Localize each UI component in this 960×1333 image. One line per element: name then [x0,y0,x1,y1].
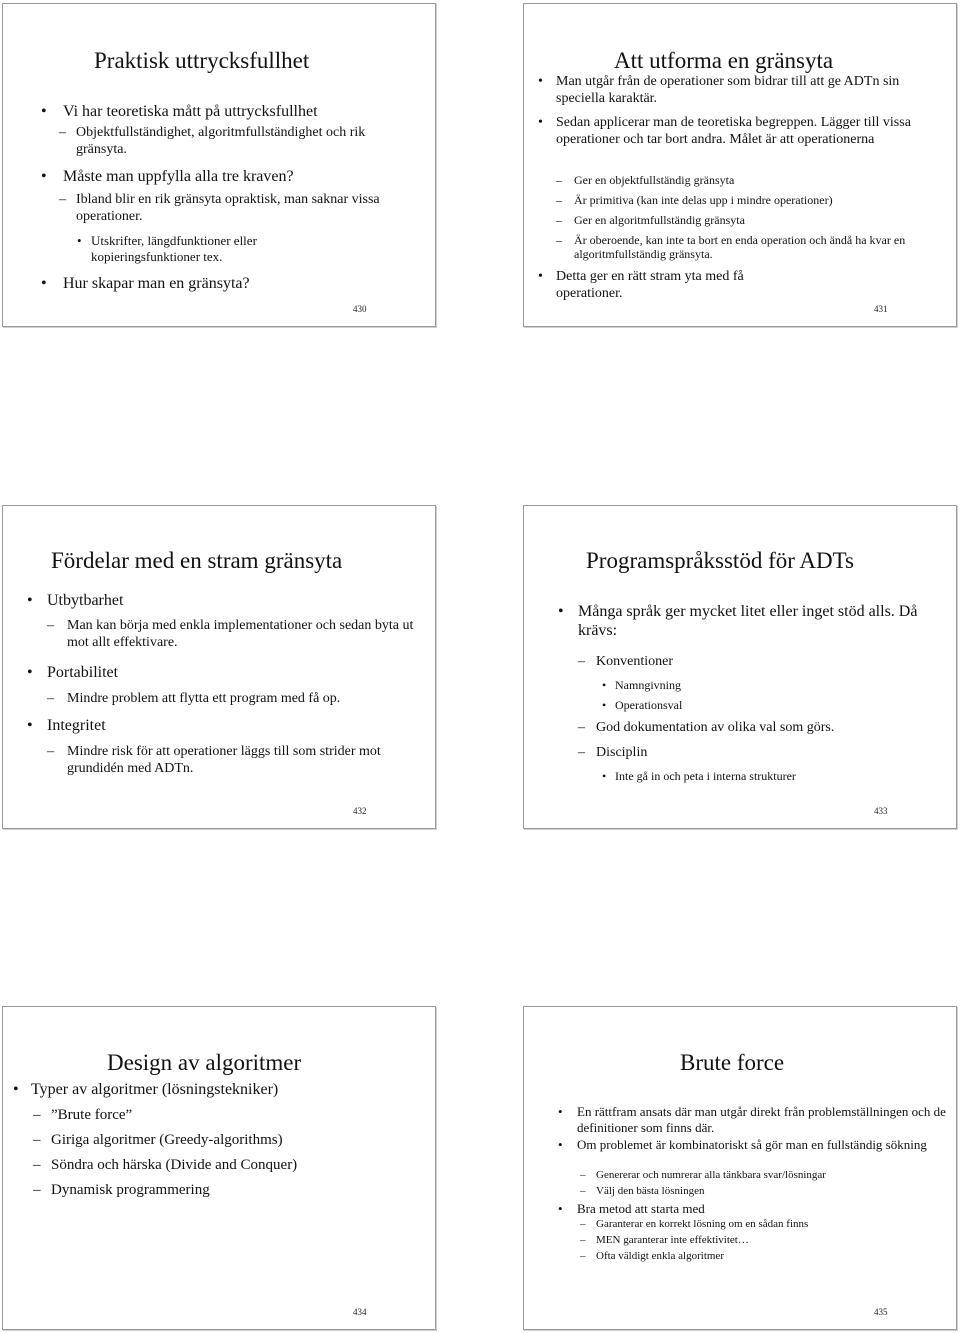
item-text: Integritet [47,717,106,734]
item-text: Giriga algoritmer (Greedy-algorithms) [51,1132,283,1148]
sub-item [556,173,949,187]
item-text: Detta ger en rätt stram yta med få operationer. [556,269,744,301]
item-text: Många språk ger mycket litet eller inget stöd alls. Då krävs: [578,603,918,640]
sub-item [580,1234,946,1247]
sub-item [59,192,381,226]
item-text: Konventioner [596,654,673,669]
slide-title: Design av algoritmer [107,1050,302,1075]
item-text: Om problemet är kombinatoriskt så gör man en fullständig sökning [577,1137,927,1152]
item-text: Genererar och numrerar alla tänkbara svar/lösningar [596,1169,826,1181]
sub-item [580,1185,946,1198]
item-text: Operationsval [615,698,683,712]
slide-434 [2,1006,436,1330]
item-text: Portabilitet [47,664,119,681]
sub-item [556,213,949,227]
item-text: Man kan börja med enkla implementationer och sedan byta ut mot allt effektivare. [67,618,414,650]
slide-number: 432 [353,806,367,816]
slide-title: Programspråksstöd för ADTs [586,548,854,573]
sub-item [556,193,949,207]
item-text: Vi har teoretiska mått på uttrycksfullhet [63,103,318,120]
item-text: MEN garanterar inte effektivitet… [596,1234,749,1246]
slide-number: 433 [874,806,888,816]
item-text: Man utgår från de operationer som bidrar till att ge ADTn sin speciella karaktär. [556,74,900,106]
sub-item [47,618,427,652]
bullet-item [538,269,806,303]
slide-title: Praktisk uttrycksfullhet [94,48,310,73]
sub-item [578,745,936,762]
bullet-item [558,602,918,640]
sub-item [33,1156,431,1174]
bullet-item [558,1201,947,1217]
bullet-item [41,274,433,293]
sub-item [578,654,936,671]
item-text: Disciplin [596,745,648,760]
slide-number: 430 [353,304,367,314]
slide-431 [523,3,957,327]
bullet-item [538,74,946,108]
item-text: Utskrifter, längdfunktioner eller kopieringsfunktioner tex. [91,233,257,264]
sub-item [47,691,437,708]
sub-item [33,1131,431,1149]
sub-item [47,744,407,778]
item-text: Utbytbarhet [47,592,124,609]
slide-432 [2,505,436,829]
slide-number: 434 [353,1307,367,1317]
bullet-item [558,1104,947,1135]
item-text: Måste man uppfylla alla tre kraven? [63,168,294,185]
sub-item [580,1218,946,1231]
item-text: En rättfram ansats där man utgår direkt från problemställningen och de definitioner som finns där. [577,1104,946,1135]
item-text: Ibland blir en rik gränsyta opraktisk, man saknar vissa operationer. [76,192,380,224]
sub-item [33,1106,431,1124]
slide-number: 431 [874,304,888,314]
bullet-item [27,591,427,610]
item-text: God dokumentation av olika val som görs. [596,720,835,735]
sub-sub-item [602,678,915,692]
sub-item [578,720,946,737]
sub-sub-item [77,233,321,264]
slide-title: Brute force [680,1050,785,1075]
item-text: Hur skapar man en gränsyta? [63,275,250,292]
bullet-item [41,167,433,186]
item-text: Välj den bästa lösningen [596,1185,705,1197]
bullet-item [41,102,433,121]
slide-430 [2,3,436,327]
bullet-item [538,115,946,149]
bullet-item [27,716,427,735]
item-text: Mindre problem att flytta ett program med få op. [67,691,341,706]
item-text: Garanterar en korrekt lösning om en sådan finns [596,1218,809,1230]
sub-item [580,1169,946,1182]
slide-title: Fördelar med en stram gränsyta [51,548,343,573]
sub-item [556,233,949,262]
item-text: Är oberoende, kan inte ta bort en enda operation och ändå ha kvar en algoritmfullständig gränsyta. [574,233,906,262]
slide-433 [523,505,957,829]
sub-item [33,1181,431,1199]
bullet-item [13,1080,431,1099]
item-text: Ger en algoritmfullständig gränsyta [574,213,745,227]
sub-item [59,125,396,159]
sub-sub-item [602,769,935,783]
item-text: Objektfullständighet, algoritmfullständighet och rik gränsyta. [76,125,366,157]
sub-item [580,1250,946,1263]
item-text: Inte gå in och peta i interna strukturer [615,769,796,783]
item-text: Mindre risk för att operationer läggs till som strider mot grundidén med ADTn. [67,744,381,776]
slide-number: 435 [874,1307,888,1317]
item-text: Typer av algoritmer (lösningstekniker) [31,1081,279,1098]
item-text: Dynamisk programmering [51,1182,210,1198]
item-text: Är primitiva (kan inte delas upp i mindre operationer) [574,193,833,207]
bullet-item [27,663,427,682]
item-text: Namngivning [615,678,681,692]
item-text: Ofta väldigt enkla algoritmer [596,1250,724,1262]
item-text: ”Brute force” [51,1107,133,1123]
slide-435 [523,1006,957,1330]
item-text: Bra metod att starta med [577,1201,705,1216]
sub-sub-item [602,698,915,712]
bullet-item [558,1137,947,1153]
item-text: Söndra och härska (Divide and Conquer) [51,1157,298,1173]
item-text: Sedan applicerar man de teoretiska begreppen. Lägger till vissa operationer och tar bort andra. Målet är att operationerna [556,115,911,147]
item-text: Ger en objektfullständig gränsyta [574,173,735,187]
slide-title: Att utforma en gränsyta [614,48,834,73]
